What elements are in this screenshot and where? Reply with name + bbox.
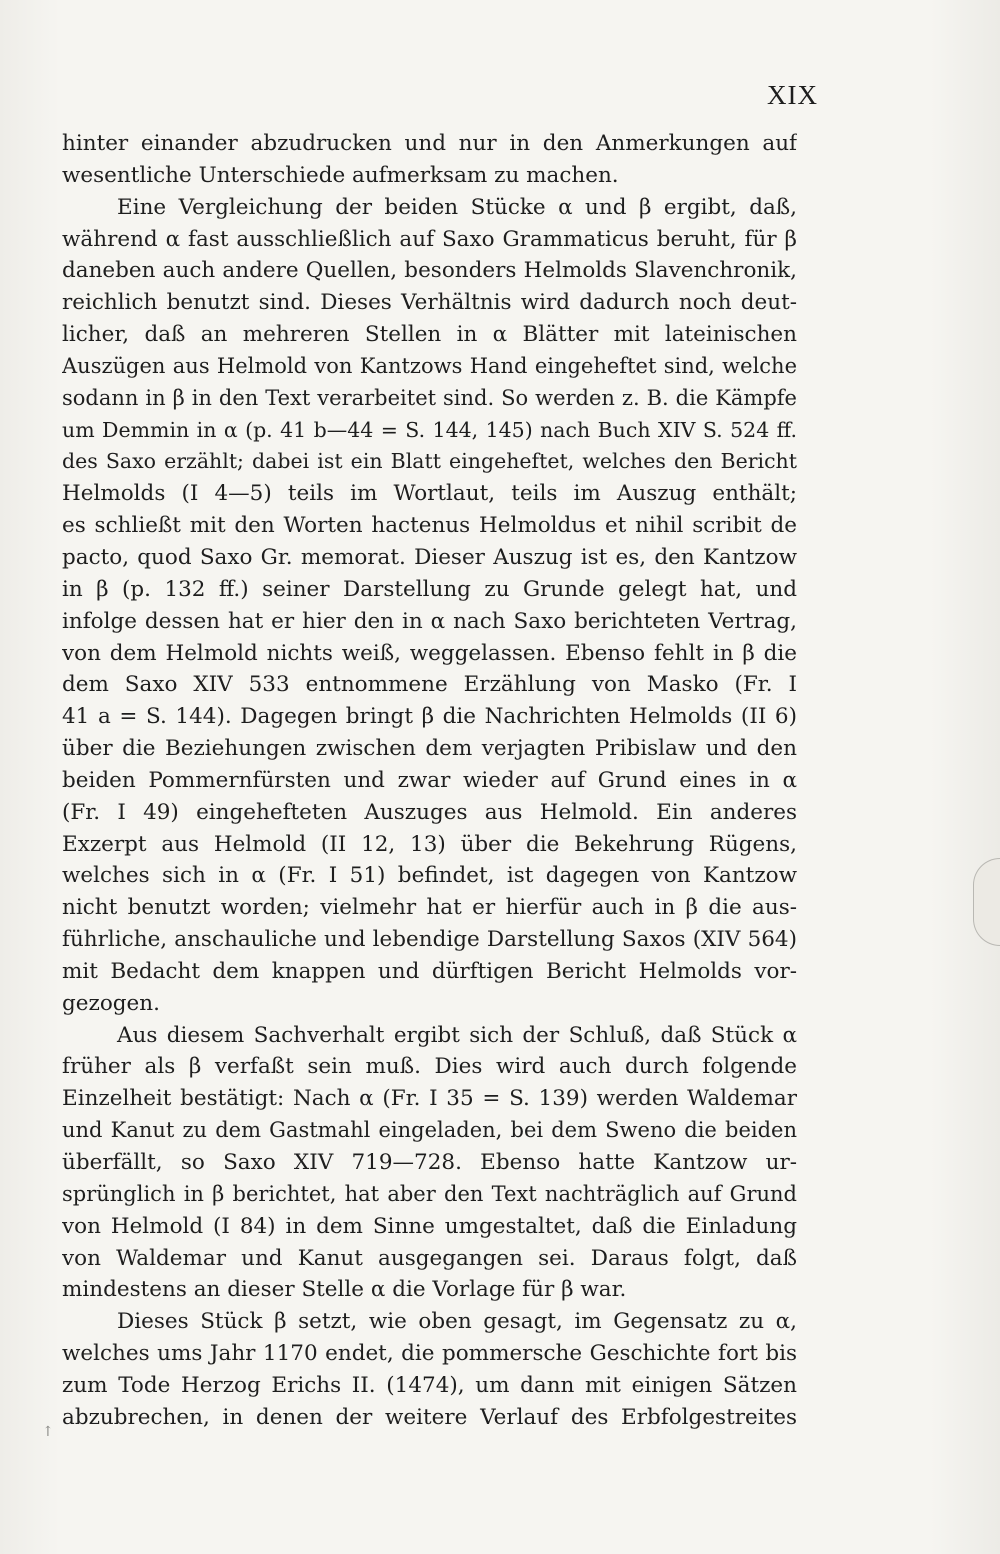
text-line: (Fr. I 49) eingehefteten Auszuges aus Helmold. Ein anderes — [62, 799, 797, 825]
text-line: pacto, quod Saxo Gr. memorat. Dieser Auszug ist es, den Kantzow — [62, 544, 797, 570]
text-line: überfällt, so Saxo XIV 719—728. Ebenso hatte Kantzow ur- — [62, 1150, 797, 1175]
text-line: sprünglich in β berichtet, hat aber den Text nachträglich auf Grund — [62, 1181, 797, 1206]
page-number: XIX — [767, 80, 818, 110]
text-line: dem Saxo XIV 533 entnommene Erzählung von Masko (Fr. I — [62, 672, 797, 698]
text-line: nicht benutzt worden; vielmehr hat er hierfür auch in β die aus- — [62, 895, 797, 921]
text-line: von Helmold (I 84) in dem Sinne umgestaltet, daß die Einladung — [62, 1213, 797, 1239]
text-line: über die Beziehungen zwischen dem verjagten Pribislaw und den — [62, 736, 797, 762]
page-edge-tab — [973, 858, 1000, 946]
text-line: es schließt mit den Worten hactenus Helmoldus et nihil scribit de — [62, 513, 797, 539]
text-line: und Kanut zu dem Gastmahl eingeladen, bei dem Sweno die beiden — [62, 1118, 797, 1143]
text-line: Eine Vergleichung der beiden Stücke α und β ergibt, daß, — [117, 194, 797, 220]
margin-mark-icon: ↑ — [42, 1424, 54, 1440]
text-line: früher als β verfaßt sein muß. Dies wird auch durch folgende — [62, 1054, 797, 1080]
text-line: Dieses Stück β setzt, wie oben gesagt, im Gegensatz zu α, — [117, 1309, 797, 1335]
text-line: abzubrechen, in denen der weitere Verlauf des Erbfolgestreites — [62, 1404, 797, 1430]
text-line: welches ums Jahr 1170 endet, die pommersche Geschichte fort bis — [62, 1341, 797, 1367]
text-line: zum Tode Herzog Erichs II. (1474), um dann mit einigen Sätzen — [62, 1372, 797, 1398]
text-line: während α fast ausschließlich auf Saxo Grammaticus beruht, für β — [62, 226, 797, 252]
text-line: mit Bedacht dem knappen und dürftigen Bericht Helmolds vor- — [62, 958, 797, 984]
text-line: führliche, anschauliche und lebendige Darstellung Saxos (XIV 564) — [62, 927, 797, 953]
text-line: des Saxo erzählt; dabei ist ein Blatt eingeheftet, welches den Bericht — [62, 449, 797, 474]
text-line: wesentliche Unterschiede aufmerksam zu machen. — [62, 162, 619, 188]
body-text — [62, 128, 797, 1434]
text-line: daneben auch andere Quellen, besonders Helmolds Slavenchronik, — [62, 258, 797, 284]
text-line: mindestens an dieser Stelle α die Vorlage für β war. — [62, 1277, 627, 1303]
text-line: von dem Helmold nichts weiß, weggelassen. Ebenso fehlt in β die — [62, 640, 797, 666]
text-line: gezogen. — [62, 990, 160, 1016]
text-line: infolge dessen hat er hier den in α nach Saxo berichteten Vertrag, — [62, 608, 797, 634]
text-line: 41 a = S. 144). Dagegen bringt β die Nachrichten Helmolds (II 6) — [62, 704, 797, 730]
text-line: beiden Pommernfürsten und zwar wieder auf Grund eines in α — [62, 767, 797, 793]
text-line: Helmolds (I 4—5) teils im Wortlaut, teils im Auszug enthält; — [62, 481, 797, 507]
text-line: von Waldemar und Kanut ausgegangen sei. Daraus folgt, daß — [62, 1245, 797, 1271]
text-line: sodann in β in den Text verarbeitet sind. So werden z. B. die Kämpfe — [62, 385, 797, 410]
text-line: reichlich benutzt sind. Dieses Verhältnis wird dadurch noch deut- — [62, 290, 797, 316]
text-line: in β (p. 132 ff.) seiner Darstellung zu Grunde gelegt hat, und — [62, 576, 797, 602]
text-line: Einzelheit bestätigt: Nach α (Fr. I 35 = S. 139) werden Waldemar — [62, 1086, 797, 1112]
text-line: Aus diesem Sachverhalt ergibt sich der Schluß, daß Stück α — [117, 1022, 797, 1048]
text-line: welches sich in α (Fr. I 51) befindet, ist dagegen von Kantzow — [62, 863, 797, 889]
text-line: licher, daß an mehreren Stellen in α Blätter mit lateinischen — [62, 322, 797, 348]
text-line: hinter einander abzudrucken und nur in den Anmerkungen auf — [62, 131, 797, 156]
text-line: Auszügen aus Helmold von Kantzows Hand eingeheftet sind, welche — [62, 353, 797, 378]
text-line: Exzerpt aus Helmold (II 12, 13) über die Bekehrung Rügens, — [62, 831, 797, 857]
text-line: um Demmin in α (p. 41 b—44 = S. 144, 145) nach Buch XIV S. 524 ff. — [62, 417, 797, 442]
